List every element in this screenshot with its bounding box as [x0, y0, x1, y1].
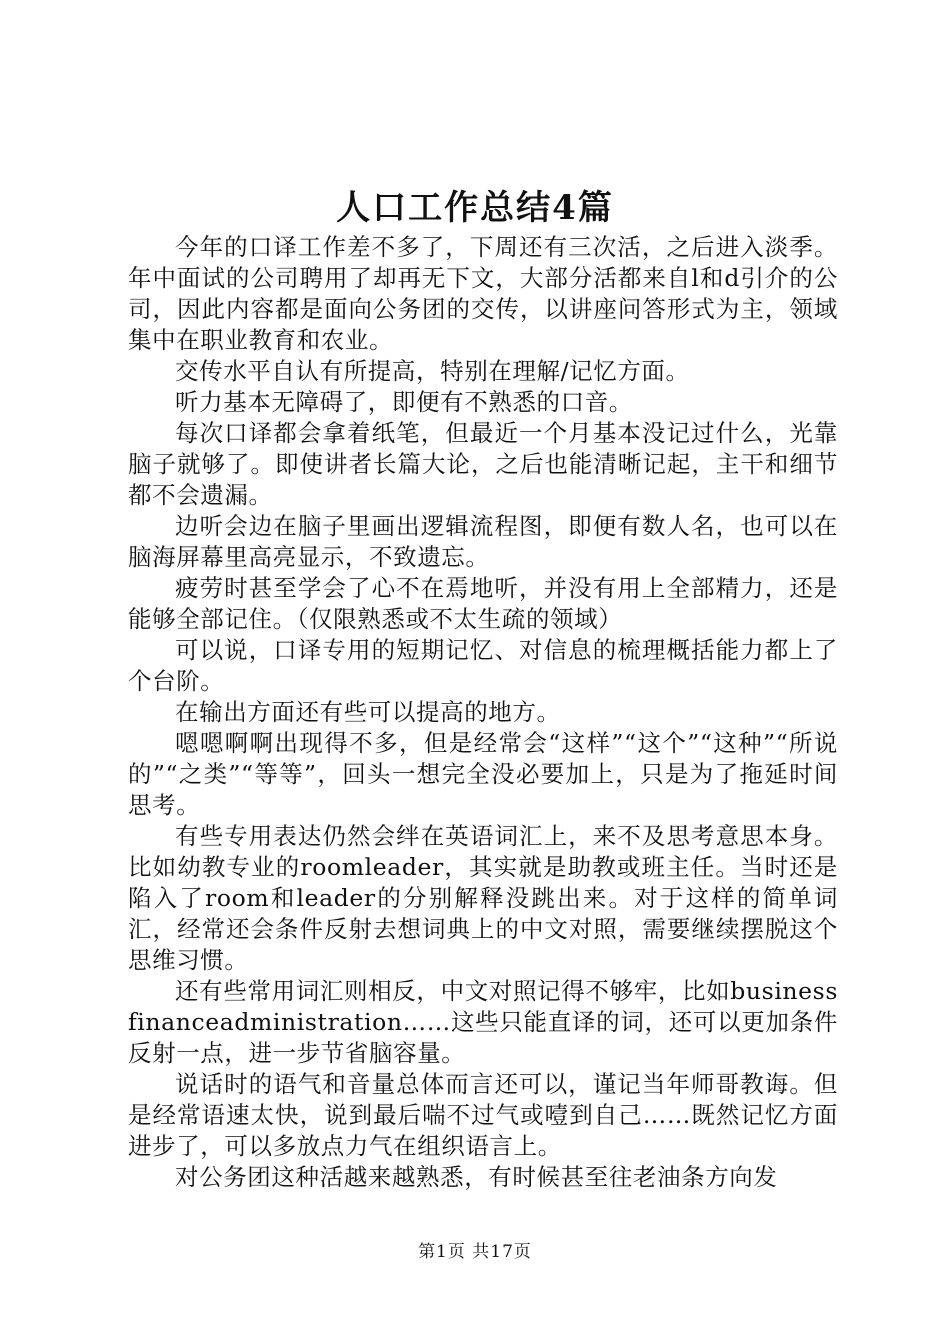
paragraph: 疲劳时甚至学会了心不在焉地听，并没有用上全部精力，还是能够全部记住。（仅限熟悉或不太生疏的领域）: [128, 574, 838, 633]
paragraph: 嗯嗯啊啊出现得不多，但是经常会“这样”“这个”“这种”“所说的”“之类”“等等”，回头一想完全没必要加上，只是为了拖延时间思考。: [128, 729, 838, 819]
paragraph: 还有些常用词汇则相反，中文对照记得不够牢，比如businessfinanceadministration……这些只能直译的词，还可以更加条件反射一点，进一步节省脑容量。: [128, 977, 838, 1067]
paragraph: 交传水平自认有所提高，特别在理解/记忆方面。: [175, 357, 690, 385]
paragraph: 可以说，口译专用的短期记忆、对信息的梳理概括能力都上了个台阶。: [128, 636, 838, 695]
paragraph: 今年的口译工作差不多了，下周还有三次活，之后进入淡季。年中面试的公司聘用了却再无下文，大部分活都来自l和d引介的公司，因此内容都是面向公务团的交传，以讲座问答形式为主，领域集中在职业教育和农业。: [128, 233, 838, 354]
document-title: 人口工作总结4篇: [336, 188, 614, 228]
paragraph: 说话时的语气和音量总体而言还可以，谨记当年师哥教诲。但是经常语速太快，说到最后喘不过气或噎到自己……既然记忆方面进步了，可以多放点力气在组织语言上。: [128, 1070, 838, 1160]
paragraph: 听力基本无障碍了，即便有不熟悉的口音。: [175, 388, 633, 416]
paragraph: 对公务团这种活越来越熟悉，有时候甚至往老油条方向发: [175, 1163, 778, 1191]
paragraph: 有些专用表达仍然会绊在英语词汇上，来不及思考意思本身。比如幼教专业的roomleader，其实就是助教或班主任。当时还是陷入了room和leader的分别解释没跳出来。对于这样的简单词汇，经常还会条件反射去想词典上的中文对照，需要继续摆脱这个思维习惯。: [128, 822, 838, 974]
paragraph: 边听会边在脑子里画出逻辑流程图，即便有数人名，也可以在脑海屏幕里高亮显示，不致遗忘。: [128, 512, 838, 571]
document-body: [128, 232, 838, 1193]
page-footer: 第1页 共17页: [418, 1242, 532, 1262]
paragraph: 每次口译都会拿着纸笔，但最近一个月基本没记过什么，光靠脑子就够了。即使讲者长篇大论，之后也能清晰记起，主干和细节都不会遗漏。: [128, 419, 838, 509]
paragraph: 在输出方面还有些可以提高的地方。: [175, 698, 561, 726]
